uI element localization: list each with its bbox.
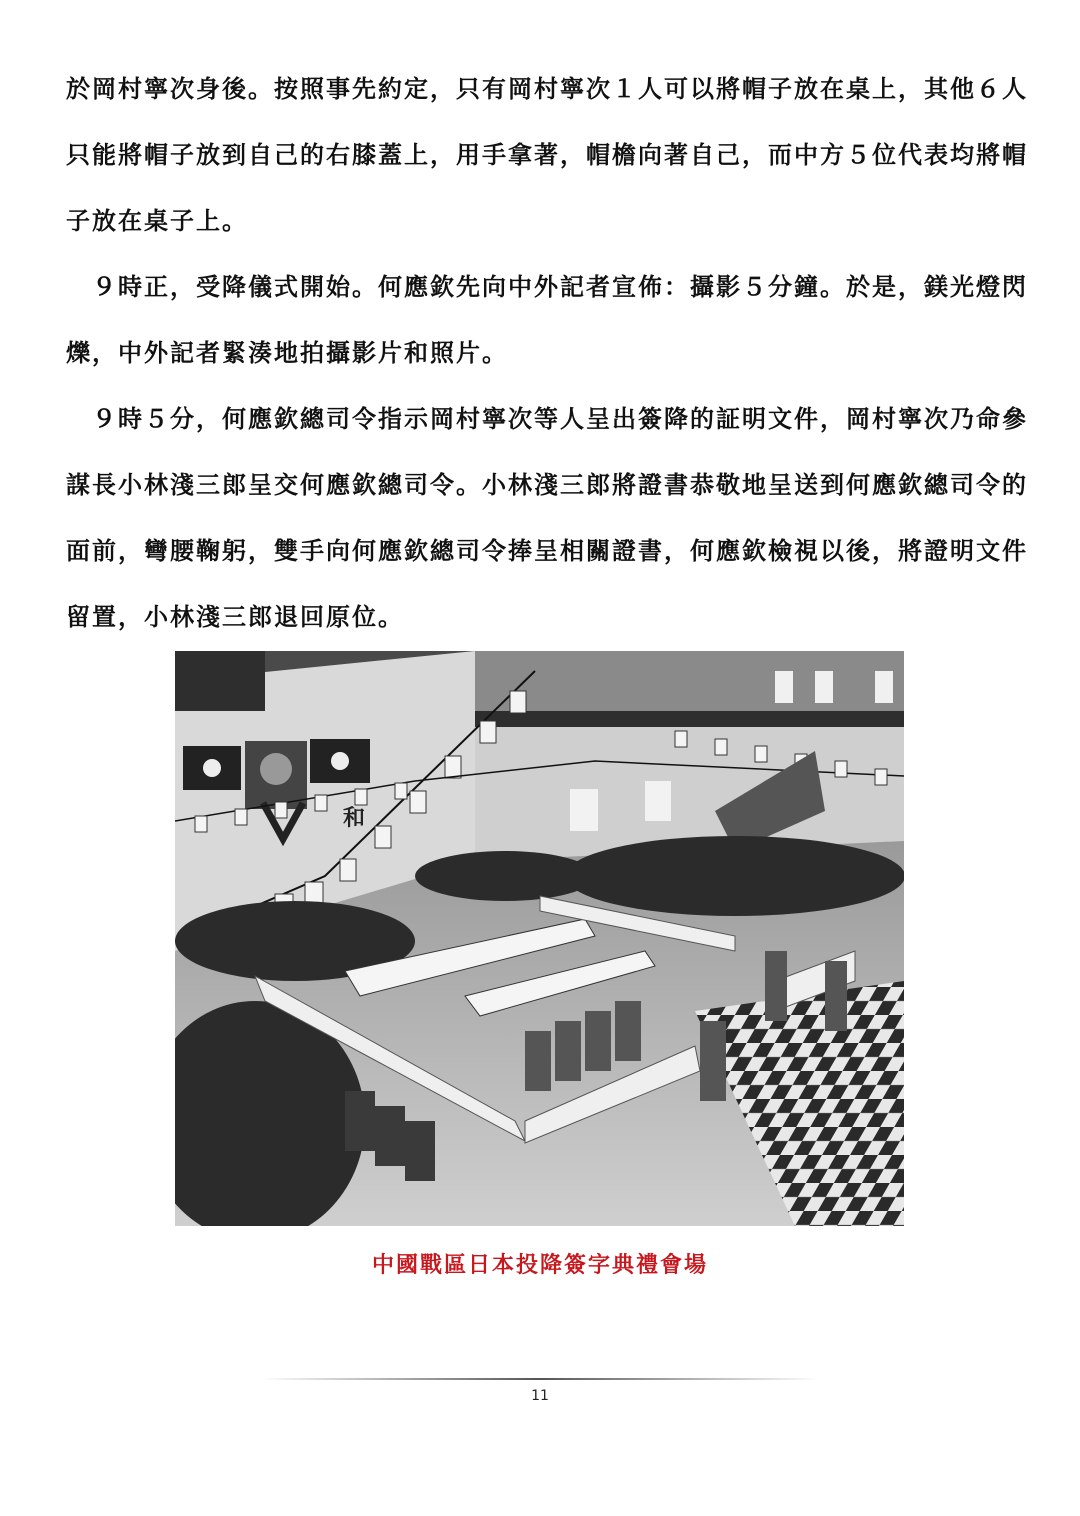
paragraph-2: [66, 254, 1028, 386]
paragraph-line: 謀長小林淺三郎呈交何應欽總司令。小林淺三郎將證書恭敬地呈送到何應欽總司令的: [66, 470, 1028, 499]
paragraph-line: ９時正，受降儀式開始。何應欽先向中外記者宣佈：攝影５分鐘。於是，鎂光燈閃: [66, 272, 1028, 301]
photo-caption: 中國戰區日本投降簽字典禮會場: [371, 1252, 708, 1278]
paragraph-line: ９時５分，何應欽總司令指示岡村寧次等人呈出簽降的証明文件，岡村寧次乃命參: [66, 404, 1028, 433]
ceremony-photo-illustration: [175, 651, 904, 1226]
paragraph-line: 於岡村寧次身後。按照事先約定，只有岡村寧次１人可以將帽子放在桌上，其他６人: [66, 74, 1028, 103]
paragraph-line: 面前，彎腰鞠躬，雙手向何應欽總司令捧呈相關證書，何應欽檢視以後，將證明文件: [66, 536, 1028, 565]
page-number: 11: [531, 1388, 549, 1404]
paragraph-1: [66, 56, 1028, 254]
paragraph-line: 爍，中外記者緊湊地拍攝影片和照片。: [66, 338, 508, 367]
paragraph-3: [66, 386, 1028, 650]
paragraph-line: 只能將帽子放到自己的右膝蓋上，用手拿著，帽檐向著自己，而中方５位代表均將帽: [66, 140, 1028, 169]
photo-banner-text: 和: [343, 805, 366, 831]
paragraph-line: 子放在桌子上。: [66, 206, 248, 235]
footer-divider: [260, 1378, 820, 1380]
paragraph-line: 留置，小林淺三郎退回原位。: [66, 602, 404, 631]
ceremony-photo: [175, 651, 904, 1226]
